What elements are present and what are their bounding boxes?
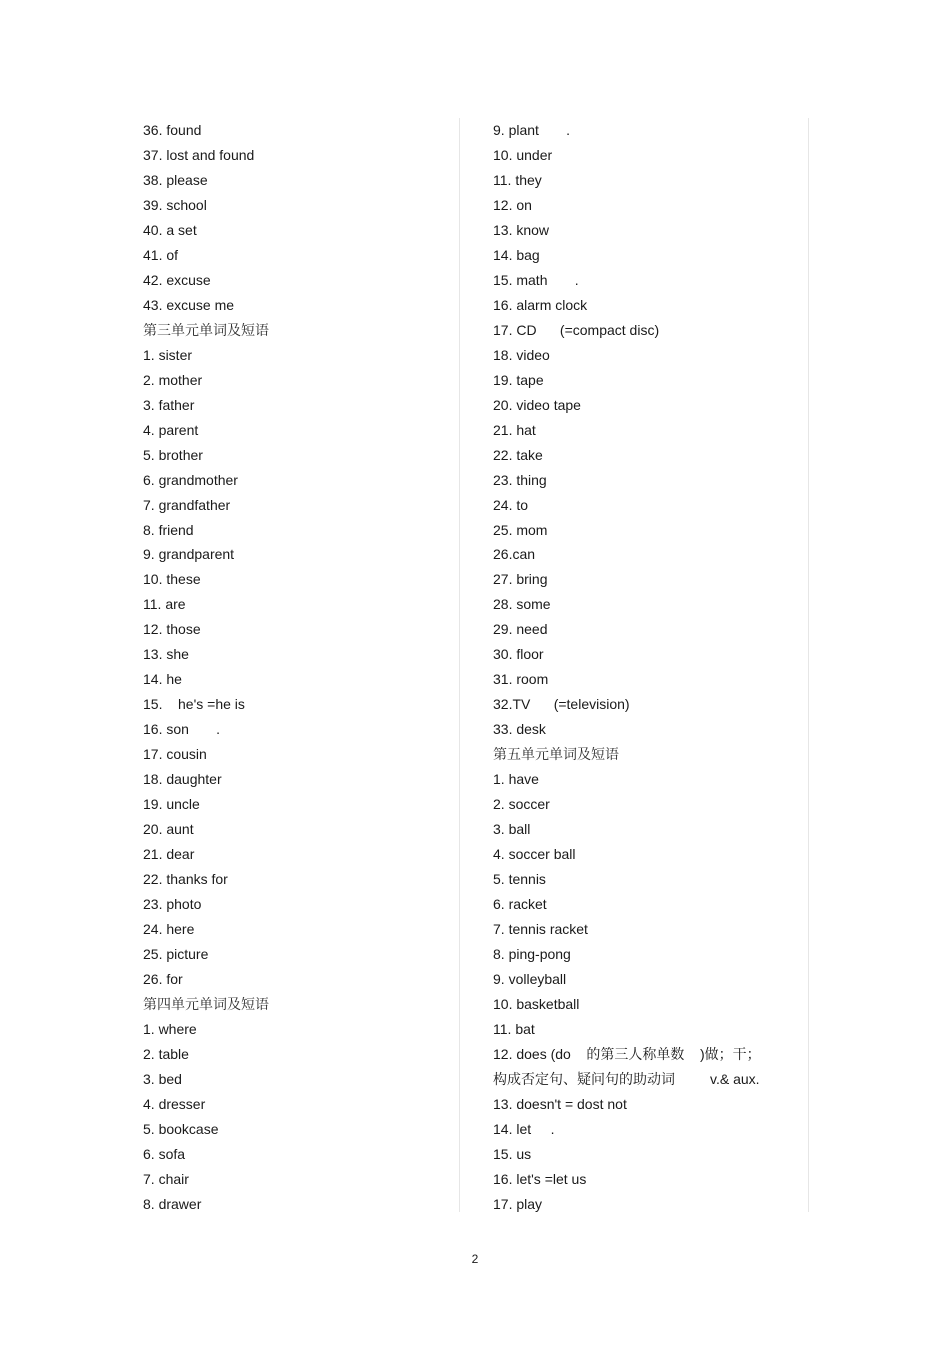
vocab-item: 13. she <box>143 646 189 663</box>
vocab-item: 16. son . <box>143 721 221 738</box>
vocab-item: 8. ping-pong <box>493 945 571 962</box>
vocab-item: 15. math . <box>493 271 579 288</box>
vocab-item: 1. where <box>143 1020 197 1037</box>
vocab-item: 42. excuse <box>143 271 211 288</box>
vocab-item: 6. sofa <box>143 1145 186 1162</box>
vocab-item: 22. thanks for <box>143 871 228 888</box>
vocab-item: 7. tennis racket <box>493 921 588 937</box>
vocab-item: 21. dear <box>143 846 195 863</box>
vocab-item: 31. room <box>493 671 549 688</box>
vocab-item: 9. volleyball <box>493 970 567 987</box>
vocab-item: 25. mom <box>493 521 548 538</box>
vocab-item: 11. are <box>143 596 186 613</box>
vocab-item: 20. video tape <box>493 396 581 413</box>
vocab-item: 40. a set <box>143 221 197 238</box>
vocab-item: 4. parent <box>143 421 199 438</box>
vocab-item: 16. alarm clock <box>493 296 588 313</box>
vocab-item: 20. aunt <box>143 821 194 838</box>
vocab-item: 构成否定句、疑问句的助动词 v.& aux. <box>493 1070 760 1087</box>
left-column <box>140 118 460 1212</box>
vocab-item: 26. for <box>143 970 183 987</box>
vocab-item: 23. photo <box>143 896 202 913</box>
vocab-item: 11. bat <box>493 1020 535 1037</box>
unit-heading: 第四单元单词及短语 <box>143 995 269 1012</box>
vocab-item: 28. some <box>493 596 551 613</box>
vocab-item: 12. those <box>143 621 201 638</box>
vocab-item: 2. table <box>143 1045 189 1062</box>
unit-heading: 第五单元单词及短语 <box>493 746 619 763</box>
vocab-item: 24. to <box>493 496 529 513</box>
vocab-item: 5. tennis <box>493 871 546 888</box>
vocab-item: 14. bag <box>493 246 540 263</box>
vocab-item: 5. bookcase <box>143 1120 219 1137</box>
vocab-item: 22. take <box>493 446 543 463</box>
vocab-item: 38. please <box>143 171 208 188</box>
vocab-item: 13. know <box>493 221 550 238</box>
vocab-item: 41. of <box>143 246 179 263</box>
vocab-item: 5. brother <box>143 446 203 463</box>
vocab-item: 17. play <box>493 1195 543 1212</box>
vocab-item: 10. basketball <box>493 995 580 1012</box>
vocab-item: 7. grandfather <box>143 496 231 513</box>
vocab-item: 27. bring <box>493 571 548 588</box>
vocab-item: 29. need <box>493 621 548 638</box>
vocab-item: 37. lost and found <box>143 146 255 163</box>
vocab-item: 10. under <box>493 146 553 163</box>
vocab-item: 11. they <box>493 171 542 188</box>
vocab-item: 39. school <box>143 196 207 213</box>
vocab-item: 15. us <box>493 1145 532 1162</box>
vocab-item: 19. tape <box>493 371 544 388</box>
vocab-item: 30. floor <box>493 646 544 663</box>
vocab-item: 4. dresser <box>143 1095 206 1112</box>
vocab-item: 43. excuse me <box>143 296 235 313</box>
vocab-item: 3. father <box>143 396 195 413</box>
vocab-item: 18. daughter <box>143 771 222 788</box>
vocab-item: 1. have <box>493 771 539 788</box>
vocab-item: 36. found <box>143 122 202 138</box>
vocab-item: 12. does (do 的第三人称单数 )做；干； <box>493 1045 761 1062</box>
vocab-item: 7. chair <box>143 1170 189 1187</box>
vocab-item: 21. hat <box>493 421 536 438</box>
vocab-item: 25. picture <box>143 945 209 962</box>
vocab-item: 17. CD (=compact disc) <box>493 321 660 338</box>
vocab-item: 2. mother <box>143 371 203 388</box>
vocab-item: 24. here <box>143 921 195 937</box>
vocab-item: 2. soccer <box>493 796 550 813</box>
vocab-item: 8. friend <box>143 521 194 538</box>
vocab-item: 1. sister <box>143 346 193 363</box>
vocab-item: 26.can <box>493 546 536 563</box>
vocab-item: 19. uncle <box>143 796 200 813</box>
vocab-item: 14. he <box>143 671 182 688</box>
vocab-item: 8. drawer <box>143 1195 202 1212</box>
unit-heading: 第三单元单词及短语 <box>143 321 269 338</box>
vocab-item: 12. on <box>493 196 532 213</box>
vocab-item: 13. doesn't = dost not <box>493 1095 627 1112</box>
right-column <box>490 118 808 1212</box>
vocab-item: 16. let's =let us <box>493 1170 587 1187</box>
vocabulary-table <box>140 118 809 1212</box>
vocab-item: 18. video <box>493 346 550 363</box>
vocab-item: 9. plant . <box>493 122 571 138</box>
vocab-item: 4. soccer ball <box>493 846 576 863</box>
vocab-item: 6. racket <box>493 896 547 913</box>
vocab-item: 6. grandmother <box>143 471 238 488</box>
vocab-item: 3. ball <box>493 821 531 838</box>
vocab-item: 17. cousin <box>143 746 207 763</box>
vocab-item: 9. grandparent <box>143 546 235 563</box>
vocab-item: 23. thing <box>493 471 547 488</box>
vocab-item: 15. he's =he is <box>143 696 245 713</box>
page-number: 2 <box>471 1252 479 1266</box>
vocab-item: 3. bed <box>143 1070 182 1087</box>
vocab-item: 32.TV (=television) <box>493 696 630 713</box>
vocab-item: 10. these <box>143 571 201 588</box>
vocab-item: 33. desk <box>493 721 546 738</box>
vocab-item: 14. let . <box>493 1120 555 1137</box>
